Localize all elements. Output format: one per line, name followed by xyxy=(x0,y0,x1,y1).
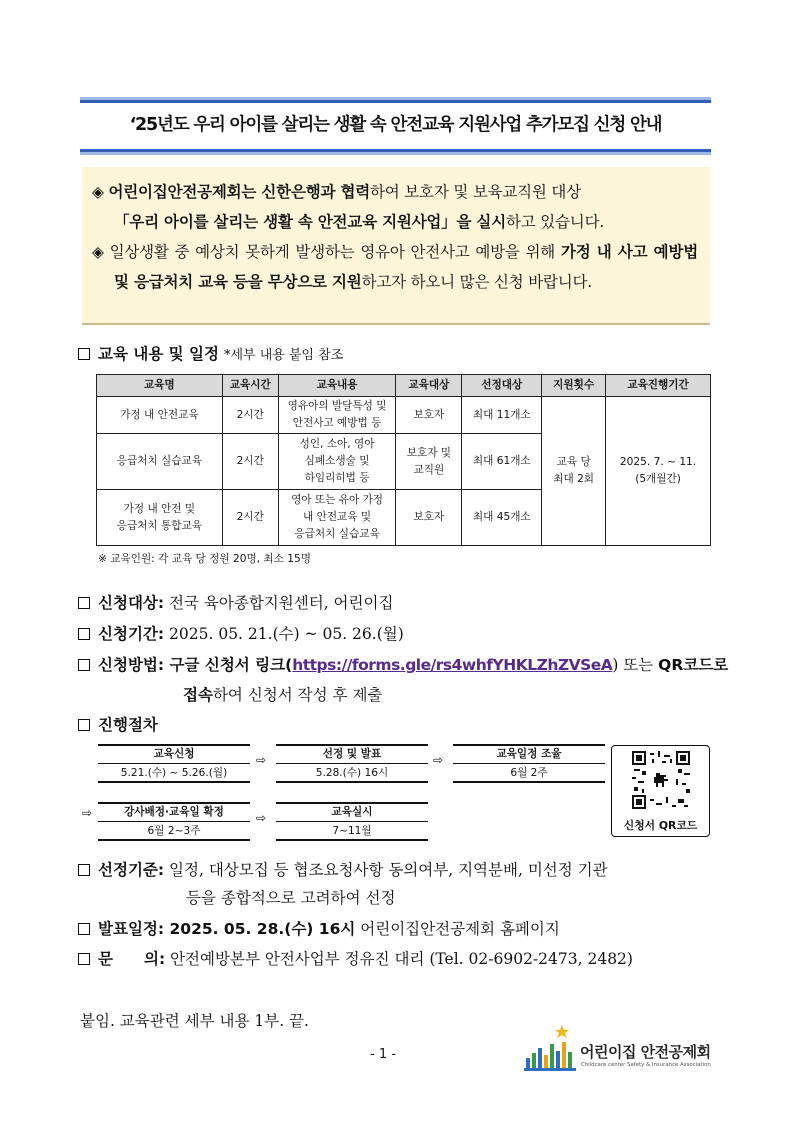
intro-emphasis: 어린이집안전공제회는 신한은행과 협력 xyxy=(108,183,371,201)
section-apply-period: 신청기간: 2025. 05. 21.(수) ~ 05. 26.(월) xyxy=(78,622,404,644)
cell-line: 교육 당 xyxy=(556,456,591,468)
process-step xyxy=(98,744,250,783)
qr-code-box xyxy=(611,745,710,837)
logo-mark-icon xyxy=(524,1022,578,1072)
checkbox-square-icon xyxy=(78,719,90,731)
step-title: 선정 및 발표 xyxy=(276,744,428,764)
section-procedure xyxy=(78,713,158,735)
logo-subtitle: Childcare center Safety & Insurance Association xyxy=(581,1062,711,1068)
section-education xyxy=(78,342,343,364)
section-value: 전국 육아종합지원센터, 어린이집 xyxy=(164,594,394,612)
cell-name xyxy=(97,490,223,546)
intro-paragraph-1 xyxy=(92,177,698,207)
cell-target xyxy=(396,434,462,490)
section-label: 선정기준 xyxy=(98,861,158,879)
step-title: 교육일정 조율 xyxy=(453,744,605,764)
education-table xyxy=(96,374,711,546)
cell-select: 최대 45개소 xyxy=(462,490,542,546)
page-title: ‘25년도 우리 아이를 살리는 생활 속 안전교육 지원사업 추가모집 신청 안내 xyxy=(129,115,662,135)
cell-line: 내 안전교육 및 xyxy=(302,511,372,523)
section-value: ) 또는 xyxy=(612,656,659,674)
section-apply-method-cont xyxy=(183,683,382,705)
checkbox-square-icon xyxy=(78,348,90,360)
arrow-right-icon: ⇨ xyxy=(256,753,267,767)
checkbox-square-icon xyxy=(78,864,90,876)
step-value: 6월 2~3주 xyxy=(98,822,250,841)
cell-line: 보호자 및 xyxy=(406,446,452,459)
arrow-right-icon: ⇨ xyxy=(256,811,267,825)
cell-support xyxy=(542,397,606,546)
checkbox-square-icon xyxy=(78,953,90,965)
attachment-note: 붙임. 교육관련 세부 내용 1부. 끝. xyxy=(80,1012,309,1030)
cell-content xyxy=(278,434,396,490)
step-title: 교육신청 xyxy=(98,744,250,764)
cell-line: (5개월간) xyxy=(635,473,681,485)
section-criteria: 선정기준: 일정, 대상모집 등 협조요청사항 동의여부, 지역분배, 미선정 기관 xyxy=(78,858,608,880)
checkbox-square-icon xyxy=(78,923,90,935)
table-header: 교육명 xyxy=(97,375,223,397)
cell-target: 보호자 xyxy=(396,397,462,434)
cell-line: 2025. 7. ~ 11. xyxy=(619,456,697,468)
logo-name: 어린이집 안전공제회 xyxy=(580,1043,711,1061)
section-value: 등을 종합적으로 고려하여 선정 xyxy=(186,889,396,907)
checkbox-square-icon xyxy=(78,659,90,671)
table-header: 교육진행기간 xyxy=(606,375,711,397)
cell-name: 응급처치 실습교육 xyxy=(97,434,223,490)
section-value: 일정, 대상모집 등 협조요청사항 동의여부, 지역분배, 미선정 기관 xyxy=(164,861,608,879)
cell-target: 보호자 xyxy=(396,490,462,546)
logo xyxy=(524,1022,724,1072)
section-criteria-cont xyxy=(186,886,395,908)
section-announce: 발표일정: 2025. 05. 28.(수) 16시 어린이집안전공제회 홈페이지 xyxy=(78,917,560,939)
section-value: 접속 xyxy=(183,686,213,704)
section-label: 진행절차 xyxy=(98,716,158,734)
table-header: 선정대상 xyxy=(462,375,542,397)
section-label: 신청기간 xyxy=(98,625,158,643)
section-value: 하여 신청서 작성 후 제출 xyxy=(212,686,383,704)
table-note: ※ 교육인원: 각 교육 당 정원 20명, 최소 15명 xyxy=(98,553,311,565)
section-label: 신청대상 xyxy=(98,594,158,612)
cell-name: 가정 내 안전교육 xyxy=(97,397,223,434)
step-value: 5.28.(수) 16시 xyxy=(276,764,428,783)
step-title: 교육실시 xyxy=(276,802,428,822)
table-header: 교육대상 xyxy=(396,375,462,397)
cell-time: 2시간 xyxy=(222,397,278,434)
intro-text: 하고 있습니다. xyxy=(505,213,605,231)
intro-text: 하여 보호자 및 보육교직원 대상 xyxy=(370,183,581,201)
step-value: 7~11월 xyxy=(276,822,428,841)
cell-line: 영아 또는 유아 가정 xyxy=(291,494,384,506)
cell-line: 영유아의 발달특성 및 xyxy=(287,400,387,412)
cell-select: 최대 11개소 xyxy=(462,397,542,434)
step-value: 6월 2주 xyxy=(453,764,605,783)
section-value: QR코드로 xyxy=(658,656,729,674)
form-link[interactable]: https://forms.gle/rs4whfYHKLZhZVSeA xyxy=(292,656,613,674)
intro-paragraph-2 xyxy=(92,237,698,297)
section-value: 2025. 05. 21.(수) ~ 05. 26.(월) xyxy=(164,625,404,643)
intro-text: 하고자 하오니 많은 신청 바랍니다. xyxy=(361,273,593,291)
cell-line: 안전사고 예방법 등 xyxy=(292,417,382,429)
cell-line: 성인, 소아, 영아 xyxy=(299,438,375,450)
process-step xyxy=(276,802,428,841)
section-value: 어린이집안전공제회 홈페이지 xyxy=(355,920,560,938)
cell-line: 응급처치 실습교육 xyxy=(294,528,380,540)
section-note: *세부 내용 붙임 참조 xyxy=(223,348,344,363)
cell-line: 가정 내 안전 및 xyxy=(123,502,196,515)
intro-text: 일상생활 중 예상치 못하게 발생하는 영유아 안전사고 예방을 위해 xyxy=(109,243,561,261)
title-rule-bottom xyxy=(80,149,711,155)
intro-emphasis: 「우리 아이를 살리는 생활 속 안전교육 지원사업」을 실시 xyxy=(114,213,506,231)
qr-code-icon[interactable] xyxy=(632,751,690,809)
section-contact: 문 의: 안전예방본부 안전사업부 정유진 대리 (Tel. 02-6902-2473, 2482) xyxy=(78,947,633,969)
cell-line: 교직원 xyxy=(413,463,445,476)
table-header: 교육내용 xyxy=(278,375,396,397)
process-step xyxy=(98,802,250,841)
cell-time: 2시간 xyxy=(222,490,278,546)
cell-content xyxy=(278,397,396,434)
section-apply-method: 신청방법: 구글 신청서 링크(https://forms.gle/rs4whfYHKLZhZVSeA) 또는 QR코드로 xyxy=(78,653,728,675)
section-value: 안전예방본부 안전사업부 정유진 대리 (Tel. 02-6902-2473, 2482) xyxy=(165,950,633,968)
diamond-bullet-icon: ◈ xyxy=(92,183,104,201)
step-title: 강사배정·교육일 확정 xyxy=(98,802,250,822)
process-step xyxy=(276,744,428,783)
checkbox-square-icon xyxy=(78,597,90,609)
arrow-right-icon: ⇨ xyxy=(82,806,93,820)
diamond-bullet-icon: ◈ xyxy=(92,243,104,261)
page-number: - 1 - xyxy=(370,1047,396,1062)
section-label: 문 의 xyxy=(98,950,159,968)
table-row xyxy=(97,397,711,434)
cell-line: 심폐소생술 및 xyxy=(304,455,370,467)
title-banner xyxy=(80,97,711,155)
table-header: 지원횟수 xyxy=(542,375,606,397)
step-value: 5.21.(수) ~ 5.26.(월) xyxy=(98,764,250,783)
section-label: 신청방법 xyxy=(98,656,158,674)
process-step xyxy=(453,744,605,783)
section-value: 구글 신청서 링크( xyxy=(164,656,293,674)
cell-line: 최대 2회 xyxy=(553,473,595,485)
qr-caption: 신청서 QR코드 xyxy=(623,819,698,832)
intro-box xyxy=(82,167,710,325)
intro-paragraph-1-cont xyxy=(92,207,698,237)
table-header-row xyxy=(97,375,711,397)
arrow-right-icon: ⇨ xyxy=(433,753,444,767)
section-label: 교육 내용 및 일정 xyxy=(98,345,220,363)
title-rule-top xyxy=(80,97,711,103)
cell-line: 하임리히법 등 xyxy=(304,472,370,484)
intro-emphasis: 가정 내 사고 예방법 및 응급처치 교육 등을 무상으로 지원 xyxy=(114,243,699,291)
section-value: 2025. 05. 28.(수) 16시 xyxy=(164,920,356,938)
checkbox-square-icon xyxy=(78,628,90,640)
cell-content xyxy=(278,490,396,546)
section-apply-target: 신청대상: 전국 육아종합지원센터, 어린이집 xyxy=(78,591,393,613)
table-header: 교육시간 xyxy=(222,375,278,397)
cell-select: 최대 61개소 xyxy=(462,434,542,490)
cell-period xyxy=(606,397,711,546)
section-label: 발표일정 xyxy=(98,920,158,938)
cell-line: 응급처치 통합교육 xyxy=(116,519,202,532)
cell-time: 2시간 xyxy=(222,434,278,490)
